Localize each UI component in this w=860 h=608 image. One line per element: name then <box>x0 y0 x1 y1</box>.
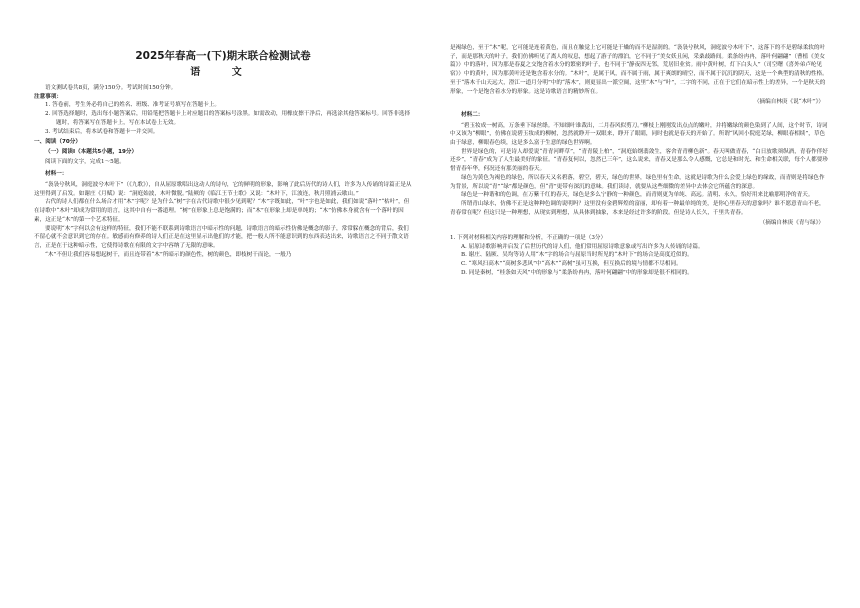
section-heading: 一、阅读（70分） <box>34 139 81 146</box>
material-two-paragraph: 世界是绿色的，可是诗人却爱说“青青河畔草”，“青青陵上柏”，“洞庭始纲翡敛生，客舍青青柳色新”。春天叫做青春，“白日放歌须纵酒，青春作伴好还乡”，“青春”成为了人生最美好的象征。“青春复何以，忽然已三年”，这么说来，青春又是那么令人感慨，它总是和时光、和生命相关联，每个人都要珍惜青春年华，何况还有那美丽的春天。 <box>450 148 828 173</box>
material-two-paragraph: “碧玉妆成一树高，万条垂下绿丝绦。不知细叶谁裁出，二月春风似剪刀。”柳枝上刚刚发出点点的嫩叶，并将嫩绿的颜色染到了人间，这个时节，诗词中又该为“柳眼”，仿佛在说碧玉妆成的柳树，忽然就睁开一双眼来，睁开了眼睛，同时也就是春天的开始了。所谓“风回小院庭芜绿，柳眼春相续”，草色由于绿意，柳眼春色续，这是多么富于生意的绿色世界啊。 <box>450 122 828 147</box>
material-one-paragraph: 要说明“木”字何以会有这样的特征，我们不能不联系到诗歌语言中暗示性的问题，诗歌语言的暗示性仿佛是概念的影子，常常躲在概念的背后，我们不留心就不会意识到它的存在。敏感而有修养的诗人们正是在这里显示出他们的才能，把一般人所不能意识到的东西表达出来，诗歌语言之不同于散文语言，正是在于这种暗示性，它使得诗歌在有限的文字中容纳了无限的意味。 <box>34 225 409 249</box>
exam-intro: 语文测试卷共8页，满分150分。考试时间150分钟。 <box>45 85 177 91</box>
material-two-paragraph: 绿色是一种谐和的色调，在万紫千红的春天，绿色是多么宁静的一种颜色，而青则更为单纯、高远。清明、永久，恰好用来比喻那明净的青天。 <box>461 192 814 199</box>
material-two-source: （摘编自林庚《青与绿》） <box>759 220 824 227</box>
material-two-paragraph: 绿色为黄色为褐色的绿色，所以春天又名碧落，碧空，碧天，绿色的世界，绿色里有生命，这就是诗歌为什么会爱上绿色的缘故，而青则是将绿色作为背景，所以说“青”“绿”都是颜色，但“青”更带有深沉的意味。我们读诗，就要从这些细微的差异中去体会它所蕴含的深意。 <box>450 174 825 190</box>
material-one-continuation: 是褐绿色，至于“木”呢，它可能是连着黄色，而且在触觉上它可能是干燥的而不是湿润的。“袅袅兮秋风，洞庭波兮木叶下”，这落下的不是碧绿柔软的叶子，而是那秋天的叶子，我们仿佛听见了离人的叹息，想起了游子的漂泊，它不同于“美女妖且闲，采桑歧路间。柔条纷冉冉，落叶何翩翩”（曹植《美女篇》）中的落叶，因为那是春夏之交饱含着水分的繁密的叶子，也不同于“静夜四无邻，荒居旧业贫。雨中黄叶树，灯下白头人”（司空曙《喜外弟卢纶见宿》）中的黄叶，因为那黄叶还是饱含着水分的。“木叶”，是属于风，而不属于雨，属于爽朗的晴空，而不属于沉沉的阴天，这是一个典型的清秋的性格。至于“落木千山天远大，澄江一道月分明”中的“落木”，则更显出一派空阔，这里“木”与“叶”，二字的不同，正在于它们在暗示性上的差异，一个是秋天的形象，一个是饱含着水分的形象。这是诗歌语言的精妙所在。 <box>450 45 828 95</box>
material-one-source: （摘编自林庚《说“木叶”》） <box>753 99 824 106</box>
exam-title: 2025年春高一(下)期末联合检测试卷 <box>135 50 311 62</box>
notice-item: 1. 答卷前，考生务必将自己的姓名、班级、准考证号填写在答题卡上。 <box>45 102 220 109</box>
notice-item: 3. 考试结束后，将本试卷和答题卡一并交回。 <box>45 128 159 135</box>
material-one-label: 材料一： <box>45 171 68 178</box>
question-stem: 1. 下列对材料相关内容的理解和分析，不正确的一项是（3分） <box>450 235 607 242</box>
material-two-label: 材料二： <box>461 111 484 118</box>
material-one-paragraph: “木”不但让我们容易想起树干，而且连带着“木”所暗示的颜色性，树的颜色，即枝树干而论，一般乃 <box>45 251 292 258</box>
question-option-b: B. 谢庄、陆厥、吴均等诗人用“木”字的场合与屈原当时所见的“木叶下”的场合是高度近似的。 <box>461 252 693 259</box>
left-column <box>34 40 412 259</box>
question-option-a: A. 屈原诗歌影响并启发了后世历代的诗人们，他们常用屈原诗歌意象或写出许多为人传诵的诗篇。 <box>461 243 704 250</box>
notice-item: 2. 回答选择题时，选出每小题答案后，用铅笔把答题卡上对应题目的答案标号涂黑。如需改动，用橡皮擦干净后，再选涂其他答案标号。回答非选择题时，将答案写在答题卡上，写在本试卷上无效。 <box>45 111 411 126</box>
question-option-d: D. 同是秦树，“桂条如天风”中的形象与“柔条纷冉冉，落叶何翩翩”中的形象却是很不相同的。 <box>461 269 693 276</box>
material-two-paragraph: 所谓青山绿水，仿佛不正是这种种色调的说明吗？这里没有金碧辉煌的富丽，却有着一种最单纯的美，是你心里春天的意象吗？谁不愿意青山不老，青春常在呢？但这只是一种理想，从现实到理想，从具体到抽象，本来是经过许多的阶段。但是诗人长久，千里共青春。 <box>450 200 825 216</box>
notice-heading: 注意事项： <box>34 93 62 100</box>
right-column <box>450 44 828 278</box>
subject-title: 语 文 <box>190 67 256 78</box>
reading-instruction: 阅读下面的文字，完成1～5题。 <box>45 158 125 165</box>
sub-section-heading: （一）阅读Ⅰ（本题共5小题，19分） <box>45 148 138 155</box>
material-one-paragraph: “袅袅兮秋风，洞庭波兮木叶下”（《九歌》），自从屈原歌唱出这动人的诗句，它的鲜明的形象，影响了此后历代的诗人们，许多为人传诵的诗篇正是从这里得到了启发。如谢庄《月赋》说：“洞庭始波，木叶微脱。”陆厥的《临江王节士歌》又说：“木叶下，江波连，秋月照浦云歇山。” <box>34 182 412 197</box>
question-option-c: C. “寒风扫高木”“高树多悲风”中“高木”“高树”虽可互换，但互换后的境与情都不尽相同。 <box>461 261 682 268</box>
material-one-paragraph: 古代的诗人们都在什么场合才用“木”字呢？是为什么“树”字在古代诗歌中很少见到呢？“木”字既如此，“叶”字也是如此，我们如说“落叶”“枯叶”，但在诗歌中“木叶”却成为常用的语言，这其中自有一番道理。“树”在形象上总是饱满的；而“木”在形象上却是单纯的；“木”仿佛本身就含有一个落叶的因素，这正是“木”的第一个艺术特征。 <box>34 199 410 223</box>
